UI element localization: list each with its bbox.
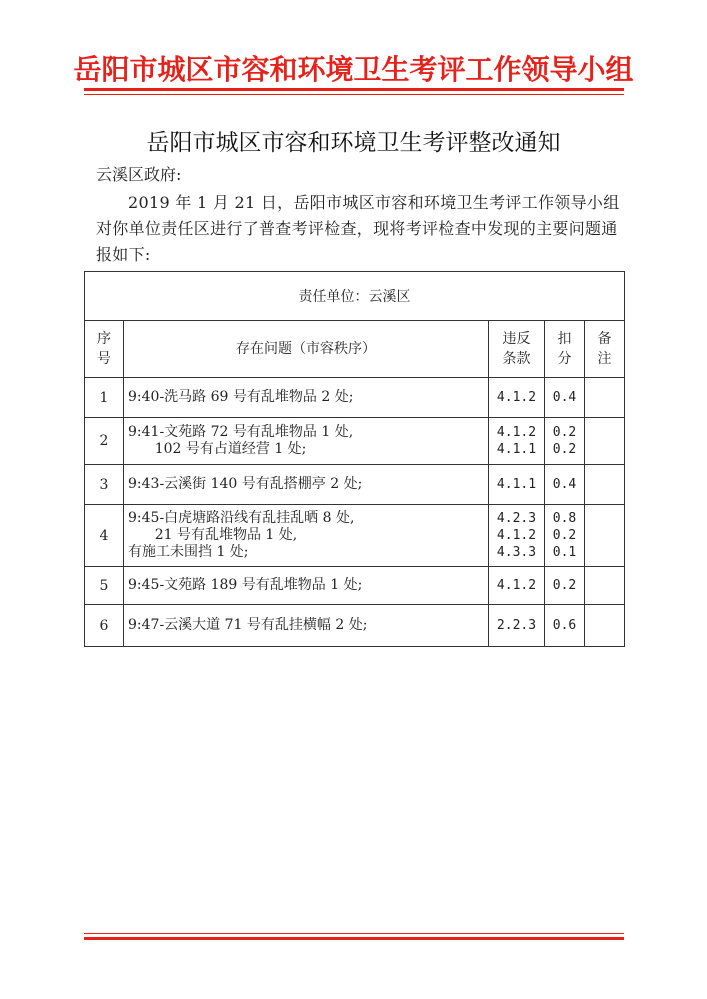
- clause-code: 4.1.2: [496, 390, 537, 405]
- points-cell: [545, 418, 585, 465]
- deduct-points: 0.8: [552, 511, 577, 526]
- clause-code: 4.3.3: [496, 545, 537, 560]
- deduct-points: 0.2: [552, 578, 577, 593]
- issue-line: 有施工未围挡 1 处;: [128, 544, 249, 560]
- points-cell: [545, 605, 585, 647]
- remark-cell: [585, 418, 625, 465]
- issue-line: 9:45-文苑路 189 号有乱堆物品 1 处;: [128, 577, 363, 593]
- issue-cell: [124, 567, 489, 605]
- clause-code: 4.1.2: [496, 578, 537, 593]
- remark-cell: [585, 605, 625, 647]
- header-deduct-line: 扣: [557, 331, 572, 347]
- unit-row: [85, 272, 625, 321]
- header-no-line: 号: [97, 351, 111, 367]
- table-row: [85, 378, 625, 418]
- issue-line: 9:43-云溪街 140 号有乱搭棚亭 2 处;: [128, 476, 363, 492]
- points-cell: [545, 567, 585, 605]
- issue-cell: [124, 418, 489, 465]
- clause-cell: [489, 567, 545, 605]
- row-number: 1: [85, 378, 124, 418]
- issue-line: 9:45-白虎塘路沿线有乱挂乱晒 8 处,: [128, 510, 355, 526]
- issue-line: 9:41-文苑路 72 号有乱堆物品 1 处,: [128, 424, 354, 440]
- clause-code: 4.1.2: [496, 528, 537, 543]
- deduct-points: 0.1: [552, 545, 577, 560]
- issue-line: 21 号有乱堆物品 1 处,: [128, 527, 298, 543]
- header-clause: [489, 321, 545, 378]
- clause-cell: [489, 605, 545, 647]
- clause-cell: [489, 378, 545, 418]
- clause-code: 2.2.3: [496, 618, 537, 633]
- clause-code: 4.1.1: [496, 477, 537, 492]
- points-cell: [545, 505, 585, 567]
- header-no-line: 序: [97, 331, 111, 347]
- header-clause-line: 违反: [502, 331, 531, 347]
- header-row: [85, 321, 625, 378]
- remark-cell: [585, 567, 625, 605]
- points-cell: [545, 465, 585, 505]
- body-paragraph: 2019 年 1 月 21 日，岳阳市城区市容和环境卫生考评工作领导小组对你单位责任区进行了普查考评检查，现将考评检查中发现的主要问题通报如下:: [96, 193, 620, 264]
- table-row: [85, 605, 625, 647]
- remark-cell: [585, 465, 625, 505]
- row-number: 4: [85, 505, 124, 567]
- header-remark: [585, 321, 625, 378]
- issues-table: [84, 271, 625, 647]
- issue-cell: [124, 465, 489, 505]
- responsible-unit: 责任单位：云溪区: [85, 272, 625, 321]
- clause-code: 4.2.3: [496, 511, 537, 526]
- deduct-points: 0.4: [552, 390, 577, 405]
- header-deduct-line: 分: [557, 351, 572, 367]
- footer-rule-thick: [84, 937, 624, 940]
- points-cell: [545, 378, 585, 418]
- header-deduct: [545, 321, 585, 378]
- clause-cell: [489, 465, 545, 505]
- clause-code: 4.1.2: [496, 425, 537, 440]
- salutation: 云溪区政府:: [96, 165, 182, 184]
- table-row: [85, 465, 625, 505]
- table-row: [85, 505, 625, 567]
- row-number: 5: [85, 567, 124, 605]
- deduct-points: 0.6: [552, 618, 577, 633]
- header-no: [85, 321, 124, 378]
- remark-cell: [585, 378, 625, 418]
- header-clause-line: 条款: [502, 351, 531, 367]
- issue-line: 9:40-洗马路 69 号有乱堆物品 2 处;: [128, 389, 354, 405]
- deduct-points: 0.2: [552, 528, 577, 543]
- org-header-title: 岳阳市城区市容和环境卫生考评工作领导小组: [73, 53, 634, 86]
- header-rule-thin: [84, 94, 624, 95]
- header-remark-line: 备: [597, 331, 612, 347]
- issue-cell: [124, 505, 489, 567]
- table-row: [85, 418, 625, 465]
- remark-cell: [585, 505, 625, 567]
- deduct-points: 0.2: [552, 425, 577, 440]
- issue-cell: [124, 605, 489, 647]
- footer-rule-thin: [84, 933, 624, 934]
- header-remark-line: 注: [597, 351, 612, 367]
- header-rule-thick: [84, 88, 624, 91]
- row-number: 3: [85, 465, 124, 505]
- issue-cell: [124, 378, 489, 418]
- clause-cell: [489, 505, 545, 567]
- table-row: [85, 567, 625, 605]
- clause-code: 4.1.1: [496, 442, 537, 457]
- deduct-points: 0.4: [552, 477, 577, 492]
- clause-cell: [489, 418, 545, 465]
- deduct-points: 0.2: [552, 442, 577, 457]
- issue-line: 9:47-云溪大道 71 号有乱挂横幅 2 处;: [128, 617, 368, 633]
- document-title: 岳阳市城区市容和环境卫生考评整改通知: [146, 130, 561, 156]
- row-number: 6: [85, 605, 124, 647]
- header-issue: 存在问题（市容秩序）: [124, 321, 489, 378]
- row-number: 2: [85, 418, 124, 465]
- issue-line: 102 号有占道经营 1 处;: [128, 441, 307, 457]
